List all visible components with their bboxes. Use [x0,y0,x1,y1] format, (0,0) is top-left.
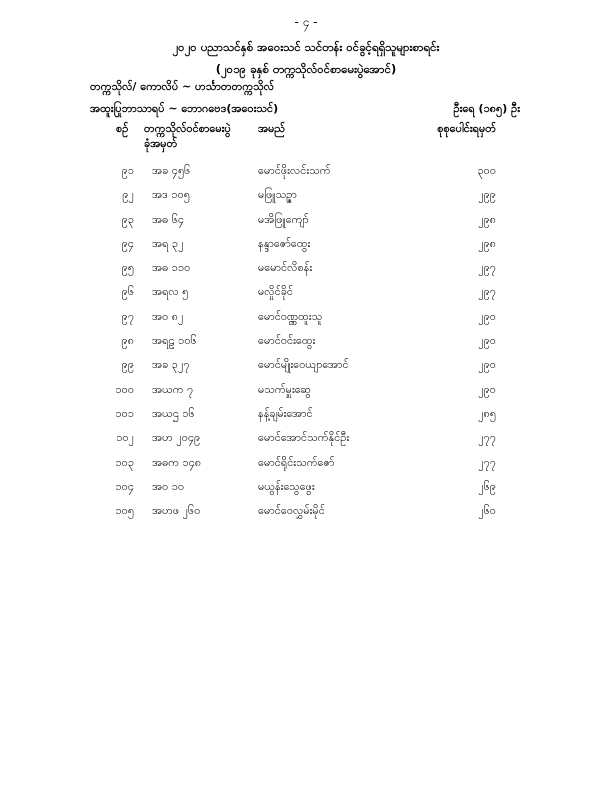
roll-number: အရလ ၅ [152,285,189,299]
student-name: မောင်ဝေလွှမ်းမိုင် [258,504,325,518]
header-total-marks: စုစုပေါင်းရမှတ် [437,122,496,135]
table-row [0,431,612,455]
student-name: မသက်မှူးဆွေ [258,382,311,396]
row-number: ၁၀၂ [116,431,134,445]
total-marks: ၂၉၀ [478,382,496,396]
roll-number: အဒ ၁၀၅ [152,188,190,202]
table-row [0,213,612,237]
student-name: မအိဖြူကျော် [258,212,309,226]
total-marks: ၂၇၇ [478,455,496,469]
total-marks: ၃၀၀ [477,164,496,177]
table-row [0,334,612,358]
table-row [0,164,612,188]
row-number: ၁၀၁ [115,406,134,420]
student-name: နန့်ချမ်းအောင် [258,406,313,420]
student-name: မောင်ဖိုးလင်းသက် [258,164,331,177]
total-marks: ၂၆၀ [478,504,496,518]
row-number: ၁၀၀ [115,382,134,396]
roll-number: အဓ ၆၄ [152,212,185,226]
row-number: ၁၀၅ [115,504,134,518]
student-name: မဖြူသဉ္ဇာ [258,188,297,202]
row-number: ၉၅ [121,261,134,275]
document-title: ၂၀၂၀ ပညာသင်နှစ် အဝေးသင် သင်တန်း ဝင်ခွင့်ရရှိသူများစာရင်း [172,40,440,54]
total-marks: ၂၆၉ [478,479,496,493]
row-number: ၉၈ [121,334,134,348]
results-table [0,164,612,528]
roll-number: အခ ၄၅၆ [152,164,191,177]
student-name: မောင်ဝဏ္ဏထူးသူ [258,309,323,323]
table-row [0,261,612,285]
roll-number: အရဠ ၁၀၆ [152,334,197,348]
student-name: မောင်မျိုးဝေယျာအောင် [258,358,349,372]
student-name: မောင်အောင်သက်နိုင်ဦး [258,431,350,445]
roll-number: အဓ ၁၁၀ [152,261,191,275]
header-name: အမည် [258,122,286,135]
total-marks: ၂၉၈ [478,212,496,226]
roll-number: အဟဖ ၂၆၀ [152,504,201,518]
total-marks: ၂၉၀ [478,309,496,323]
table-row [0,310,612,334]
total-marks: ၂၉၇ [478,285,496,299]
row-number: ၉၆ [121,285,134,299]
student-name: မလှိုင်ခိုင် [258,285,293,299]
page-number: - ၄ - [294,15,318,29]
total-marks: ၂၉၉ [478,188,496,202]
total-marks: ၂၉၀ [478,358,496,372]
header-roll-number: တက္ကသိုလ်ဝင်စာမေးပွဲ [144,122,231,135]
roll-number: အယက ၇ [152,382,194,396]
total-marks: ၂၇၇ [478,431,496,445]
row-number: ၉၃ [121,212,134,226]
header-roll-number-line2: ခုံအမှတ် [144,137,178,150]
row-number: ၁၀၄ [115,479,134,493]
table-row [0,237,612,261]
roll-number: အရ ၃၂ [152,236,184,250]
total-marks: ၂၉၈ [478,236,496,250]
document-subtitle: (၂၀၁၉ ခုနှစ် တက္ကသိုလ်ဝင်စာမေးပွဲအောင်) [215,62,397,76]
row-number: ၉၇ [121,309,134,323]
major-line: အထူးပြုဘာသာရပ် ~ ဘောဂဗေဒ(အဝေးသင်) [90,102,279,115]
total-marks: ၂၉၀ [478,334,496,348]
table-row [0,383,612,407]
row-number: ၉၂ [122,188,134,202]
row-number: ၉၄ [121,236,134,250]
table-row [0,480,612,504]
table-row [0,456,612,480]
roll-number: အယဌ ၁၆ [152,406,195,420]
total-marks: ၂၈၅ [478,406,496,420]
university-line: တက္ကသိုလ်/ ကောလိပ် ~ ဟင်္သာတတက္ကသိုလ် [90,80,275,93]
roll-number: အဝ ၁၀ [152,479,185,493]
student-name: မမောင်လိစန်း [258,261,313,275]
table-row [0,285,612,309]
roll-number: အခ ၃၂၇ [152,358,190,372]
roll-number: အဝ ၈၂ [152,309,184,323]
table-row [0,504,612,528]
student-name: မယွန်းသွေဖွေး [258,479,315,493]
table-row [0,188,612,212]
row-number: ၁၀၃ [115,455,134,469]
header-no: စဉ် [116,122,129,135]
student-name: မောင်ရိုင်းသက်ဇော် [258,455,335,469]
roll-number: အဟ ၂၀၄၉ [152,431,201,445]
quota-line: ဦးရေ (၁၈၅) ဦး [453,102,520,115]
row-number: ၉၁ [121,164,134,177]
total-marks: ၂၉၇ [478,261,496,275]
student-name: မောင်ဝင်းထွေး [258,334,316,348]
student-name: နန္ဒာဇော်ထွေး [258,236,311,250]
row-number: ၉၉ [121,358,134,372]
table-row [0,358,612,382]
roll-number: အဓက ၁၄၈ [152,455,202,469]
table-row [0,407,612,431]
